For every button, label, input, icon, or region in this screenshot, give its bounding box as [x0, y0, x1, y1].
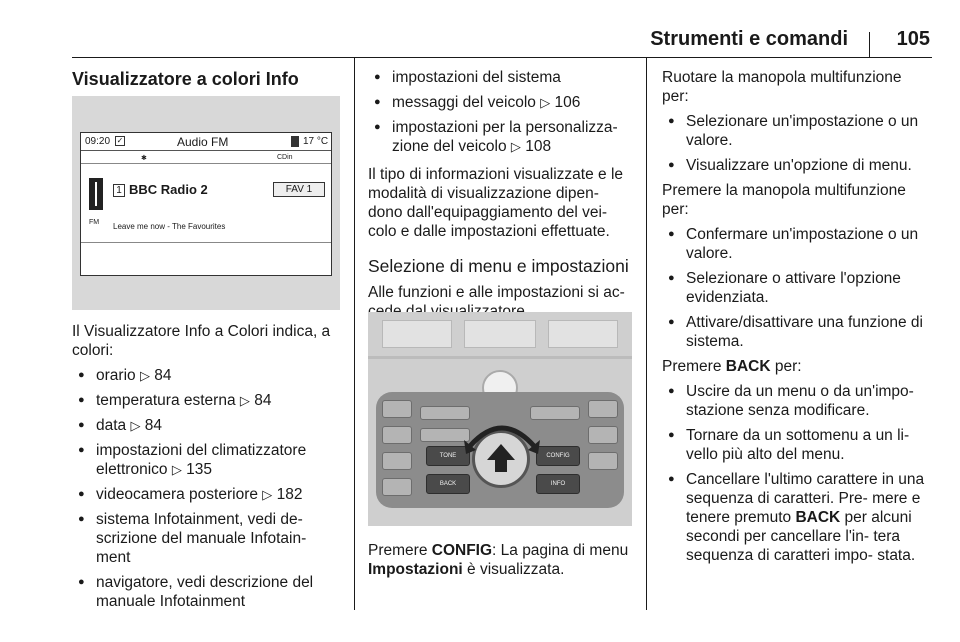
console-panel: [464, 320, 536, 348]
console-panel: [548, 320, 618, 348]
phone-icon: [291, 136, 299, 147]
list-item: ● data ▷ 84: [72, 416, 344, 435]
console-button: [588, 426, 618, 444]
list-item: ● navigatore, vedi descrizione del manuale Infotainment: [72, 573, 344, 611]
list-item: ● sistema Infotainment, vedi de- scrizione del manuale Infotain- ment: [72, 510, 344, 567]
list-item: ● Uscire da un menu o da un'impo- stazione senza modificare.: [662, 382, 928, 420]
column-1: [72, 68, 344, 90]
back-key: BACK: [795, 509, 841, 526]
list-item: ● impostazioni del climatizzatore elettronico ▷ 135: [72, 441, 344, 479]
color-info-list: [72, 366, 344, 611]
press-list: [662, 225, 928, 351]
list-item: ● messaggi del veicolo ▷ 106: [368, 93, 636, 112]
info-button: INFO: [536, 474, 580, 494]
preset-number: 1: [113, 184, 125, 197]
cd-slot: [368, 356, 632, 359]
tone-button: TONE: [426, 446, 470, 466]
column-1-body: [72, 322, 344, 611]
radio-text: Leave me now - The Favourites: [113, 222, 226, 231]
list-item: ● Confermare un'impostazione o un valore.: [662, 225, 928, 263]
display-status-bar: [81, 133, 331, 151]
console-button: [382, 452, 412, 470]
favourite-badge: FAV 1: [273, 182, 325, 197]
section-title: Strumenti e comandi: [650, 28, 848, 50]
list-item: ● Cancellare l'ultimo carattere in una sequenza di caratteri. Pre- mere e tenere premuto BACK per alcuni secondi per cancellare l'in- tera sequenza di caratteri impo- stata.: [662, 470, 928, 565]
page-number: 105: [896, 28, 930, 50]
page-header: [72, 24, 932, 58]
page-ref-icon: ▷: [139, 368, 150, 383]
page-ref-icon: ▷: [171, 462, 182, 477]
list-item: ● orario ▷ 84: [72, 366, 344, 385]
page-ref-icon: ▷: [540, 95, 551, 110]
list-item: ● temperatura esterna ▷ 84: [72, 391, 344, 410]
list-item: ● Tornare da un sottomenu a un li- vello più alto del menu.: [662, 426, 928, 464]
page-ref-icon: ▷: [262, 487, 273, 502]
bluetooth-icon: ✱: [141, 155, 147, 162]
press-arrow-icon: [485, 442, 517, 474]
continued-list: [368, 68, 636, 156]
list-item: ● Selezionare o attivare l'opzione evidenziata.: [662, 269, 928, 307]
info-paragraph: Il tipo di informazioni visualizzate e le modalità di visualizzazione dipen- dono dall'equipaggiamento del vei- colo e dalle impostazioni effettuate.: [368, 166, 624, 240]
back-list: [662, 382, 928, 565]
column-3: [662, 68, 928, 565]
list-item: ● Attivare/disattivare una funzione di sistema.: [662, 313, 928, 351]
list-item: ● Visualizzare un'opzione di menu.: [662, 156, 928, 175]
cdin-label: CDin: [277, 154, 293, 161]
intro-paragraph: Il Visualizzatore Info a Colori indica, a colori:: [72, 323, 331, 359]
page-ref-icon: ▷: [239, 393, 250, 408]
list-item: ● videocamera posteriore ▷ 182: [72, 485, 344, 504]
band-label: FM: [89, 219, 100, 226]
display-temperature: 17 °C: [303, 136, 329, 147]
page-ref-icon: ▷: [510, 139, 521, 154]
console-panel: [382, 320, 452, 348]
center-console-illustration: [368, 312, 632, 526]
config-button: CONFIG: [536, 446, 580, 466]
display-title: Audio FM: [177, 135, 229, 149]
console-button: [382, 400, 412, 418]
list-item: ● Selezionare un'impostazione o un valore.: [662, 112, 928, 150]
console-button: [382, 478, 412, 496]
color-info-display-illustration: [72, 96, 340, 310]
page-ref-icon: ▷: [130, 418, 141, 433]
back-intro: Premere BACK per:: [662, 358, 802, 375]
display-main-area: [81, 163, 331, 243]
check-icon: ✓: [116, 136, 124, 145]
back-key: BACK: [725, 358, 771, 375]
heading-color-info-display: Visualizzatore a colori Info: [72, 69, 299, 89]
rotate-intro: Ruotare la manopola multifunzione per:: [662, 69, 902, 105]
header-divider: [869, 32, 870, 58]
console-button: [588, 452, 618, 470]
display-screen: [80, 132, 332, 276]
list-item: ● impostazioni del sistema: [368, 68, 636, 87]
console-button: [588, 400, 618, 418]
display-clock: 09:20: [85, 136, 111, 147]
column-2: [368, 62, 636, 321]
station-name: BBC Radio 2: [129, 182, 208, 197]
config-key: CONFIG: [431, 542, 493, 559]
heading-menu-selection: Selezione di menu e impostazioni: [368, 256, 629, 276]
console-button: [382, 426, 412, 444]
back-button: BACK: [426, 474, 470, 494]
access-paragraph: Alle funzioni e alle impostazioni si ac-: [368, 284, 625, 301]
list-item: ● impostazioni per la personalizza- zione del veicolo ▷ 108: [368, 118, 636, 156]
config-paragraph: Premere CONFIG: La pagina di menu Impostazioni è visualizzata.: [368, 542, 629, 578]
press-intro: Premere la manopola multifunzione per:: [662, 182, 906, 218]
radio-tower-icon: [89, 178, 103, 210]
column-divider: [646, 58, 647, 610]
header-rule: [72, 57, 932, 58]
column-divider: [354, 58, 355, 610]
impostazioni-label: Impostazioni: [368, 561, 463, 578]
rotate-list: [662, 112, 928, 175]
